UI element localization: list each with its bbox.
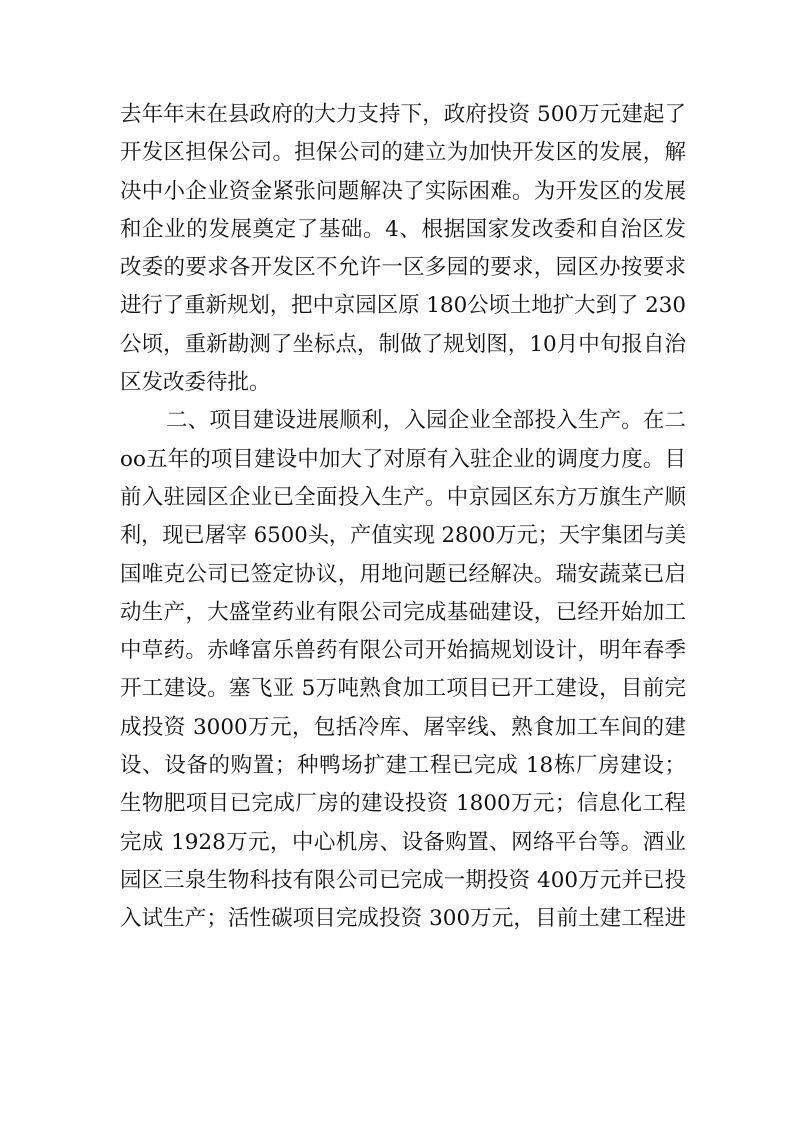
text-line-content: 开工建设。塞飞亚 5万吨熟食加工项目已开工建设，目前完 [120,676,686,702]
text-line [120,556,686,594]
text-line [120,134,686,172]
text-line-content: 生物肥项目已完成厂房的建设投资 1800万元；信息化工程 [120,791,686,817]
text-line-content: 园区三泉生物科技有限公司已完成一期投资 400万元并已投 [120,867,686,893]
text-line-content: 前入驻园区企业已全面投入生产。中京园区东方万旗生产顺 [120,484,686,510]
text-line [120,364,686,402]
text-line-content: 和企业的发展奠定了基础。4、根据国家发改委和自治区发 [120,216,686,242]
text-line [120,211,686,249]
text-line [120,632,686,670]
text-line-content: 利，现已屠宰 6500头，产值实现 2800万元；天宇集团与美 [120,523,686,549]
text-line [120,287,686,325]
text-line [120,670,686,708]
text-line [120,824,686,862]
text-line [120,785,686,823]
text-line [120,402,686,440]
text-line-content: 中草药。赤峰富乐兽药有限公司开始搞规划设计，明年春季 [120,638,686,664]
text-line [120,709,686,747]
text-line [120,747,686,785]
text-line-content: 国唯克公司已签定协议，用地问题已经解决。瑞安蔬菜已启 [120,561,686,587]
text-line-content: 入试生产；活性碳项目完成投资 300万元，目前土建工程进 [120,906,686,932]
text-line-content: 完成 1928万元，中心机房、设备购置、网络平台等。酒业 [120,829,686,855]
text-line-content: 公顷，重新勘测了坐标点，制做了规划图，10月中旬报自治 [120,331,686,357]
text-line [120,862,686,900]
text-line [120,900,686,938]
text-line-content: 去年年末在县政府的大力支持下，政府投资 500万元建起了 [120,102,686,127]
text-line-content: 设、设备的购置；种鸭场扩建工程已完成 18栋厂房建设； [120,753,686,779]
text-line-content: 动生产，大盛堂药业有限公司完成基础建设，已经开始加工 [120,599,686,625]
text-line [120,594,686,632]
text-line [120,517,686,555]
text-line [120,249,686,287]
text-line [120,326,686,364]
text-line-content: 区发改委待批。 [120,370,271,396]
text-line-content: oo五年的项目建设中加大了对原有入驻企业的调度力度。目 [120,446,686,472]
text-line [120,441,686,479]
text-line-content: 开发区担保公司。担保公司的建立为加快开发区的发展，解 [120,140,686,166]
text-line-content: 成投资 3000万元，包括冷库、屠宰线、熟食加工车间的建 [120,714,686,740]
text-line-content: 进行了重新规划，把中京园区原 180公顷土地扩大到了 230 [120,293,686,319]
text-line-content: 二、项目建设进展顺利，入园企业全部投入生产。在二 [166,408,686,434]
text-line [120,479,686,517]
text-line-content: 改委的要求各开发区不允许一区多园的要求，园区办按要求 [120,255,686,281]
text-line [120,96,686,134]
text-line-content: 决中小企业资金紧张问题解决了实际困难。为开发区的发展 [120,178,686,204]
text-line [120,173,686,211]
body-text [120,96,686,939]
